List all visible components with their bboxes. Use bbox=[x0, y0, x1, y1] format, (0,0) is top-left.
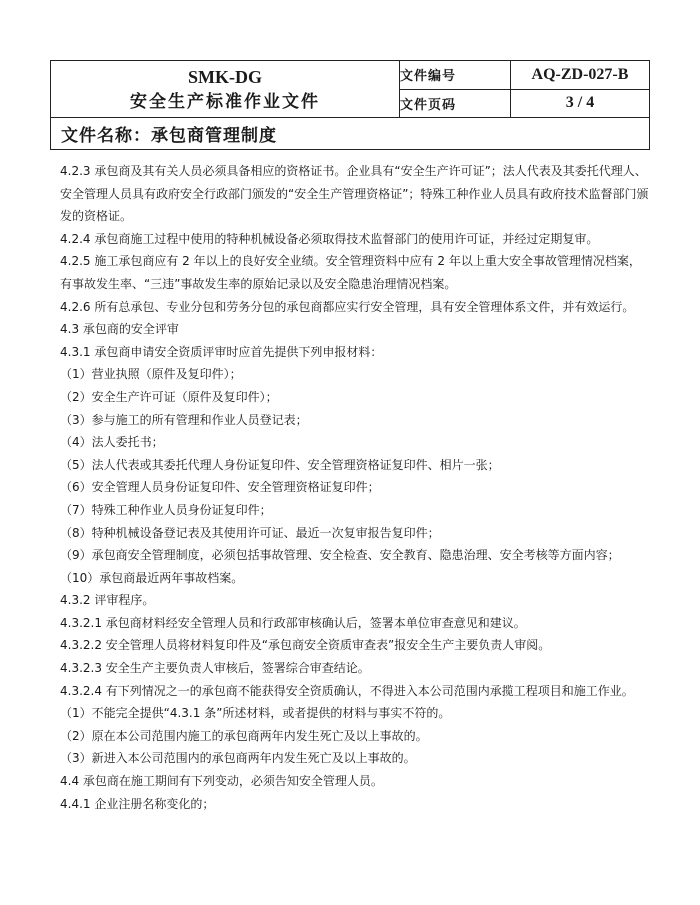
list-item: （1）营业执照（原件及复印件）； bbox=[60, 367, 242, 382]
document-body bbox=[60, 160, 650, 815]
section-heading: 4.3 承包商的安全评审 bbox=[60, 322, 179, 337]
list-item: （6）安全管理人员身份证复印件、安全管理资格证复印件； bbox=[60, 480, 380, 495]
page-number-value: 3 / 4 bbox=[511, 89, 650, 118]
list-item: （5）法人代表或其委托代理人身份证复印件、安全管理资格证复印件、相片一张； bbox=[60, 457, 500, 472]
document-series-title: 安全生产标准作业文件 bbox=[130, 92, 320, 112]
paragraph: 4.4.1 企业注册名称变化的； bbox=[60, 796, 215, 811]
list-item: （1）不能完全提供“4.3.1 条”所述材料，或者提供的材料与事实不符的。 bbox=[60, 706, 451, 721]
list-item: （4）法人委托书； bbox=[60, 435, 164, 450]
doc-number-label: 文件编号 bbox=[400, 61, 511, 90]
paragraph: 4.3.2.2 安全管理人员将材料复印件及“承包商安全资质审查表”报安全生产主要负责人审阅。 bbox=[60, 638, 551, 653]
list-item: （10）承包商最近两年事故档案。 bbox=[60, 570, 244, 585]
list-item: （2）原在本公司范围内施工的承包商两年内发生死亡及以上事故的。 bbox=[60, 728, 428, 743]
document-code: SMK-DG bbox=[188, 67, 262, 87]
list-item: （3）参与施工的所有管理和作业人员登记表； bbox=[60, 412, 308, 427]
paragraph: 4.2.6 所有总承包、专业分包和劳务分包的承包商都应实行安全管理，具有安全管理体系文件，并有效运行。 bbox=[60, 299, 635, 314]
paragraph: 4.2.5 施工承包商应有 2 年以上的良好安全业绩。安全管理资料中应有 2 年以上重大安全事故管理情况档案，有事故发生率、“三违”事故发生率的原始记录以及安全隐患治理情况档案。 bbox=[60, 254, 641, 291]
paragraph: 4.2.3 承包商及其有关人员必须具备相应的资格证书。企业具有“安全生产许可证”；法人代表及其委托代理人、安全管理人员具有政府安全行政部门颁发的“安全生产管理资格证”；特殊工种作业人员具有政府技术监督部门颁发的资格证。 bbox=[60, 164, 649, 224]
doc-number-value: AQ-ZD-027-B bbox=[511, 61, 650, 90]
list-item: （7）特殊工种作业人员身份证复印件； bbox=[60, 502, 272, 517]
list-item: （9）承包商安全管理制度，必须包括事故管理、安全检查、安全教育、隐患治理、安全考核等方面内容； bbox=[60, 548, 620, 563]
paragraph: 4.3.2.3 安全生产主要负责人审核后，签署综合审查结论。 bbox=[60, 661, 370, 676]
paragraph: 4.3.2.1 承包商材料经安全管理人员和行政部审核确认后，签署本单位审查意见和建议。 bbox=[60, 615, 526, 630]
list-item: （2）安全生产许可证（原件及复印件）； bbox=[60, 389, 278, 404]
document-header bbox=[50, 60, 650, 150]
header-title-cell bbox=[51, 61, 400, 118]
page-number-label: 文件页码 bbox=[400, 89, 511, 118]
section-heading: 4.3.2 评审程序。 bbox=[60, 593, 155, 608]
paragraph: 4.3.1 承包商申请安全资质评审时应首先提供下列申报材料： bbox=[60, 344, 383, 359]
file-name: 文件名称：承包商管理制度 bbox=[51, 118, 650, 150]
paragraph: 4.2.4 承包商施工过程中使用的特种机械设备必须取得技术监督部门的使用许可证，并经过定期复审。 bbox=[60, 231, 599, 246]
paragraph: 4.3.2.4 有下列情况之一的承包商不能获得安全资质确认，不得进入本公司范围内承揽工程项目和施工作业。 bbox=[60, 683, 634, 698]
list-item: （3）新进入本公司范围内的承包商两年内发生死亡及以上事故的。 bbox=[60, 751, 416, 766]
list-item: （8）特种机械设备登记表及其使用许可证、最近一次复审报告复印件； bbox=[60, 525, 440, 540]
section-heading: 4.4 承包商在施工期间有下列变动，必须告知安全管理人员。 bbox=[60, 774, 383, 789]
